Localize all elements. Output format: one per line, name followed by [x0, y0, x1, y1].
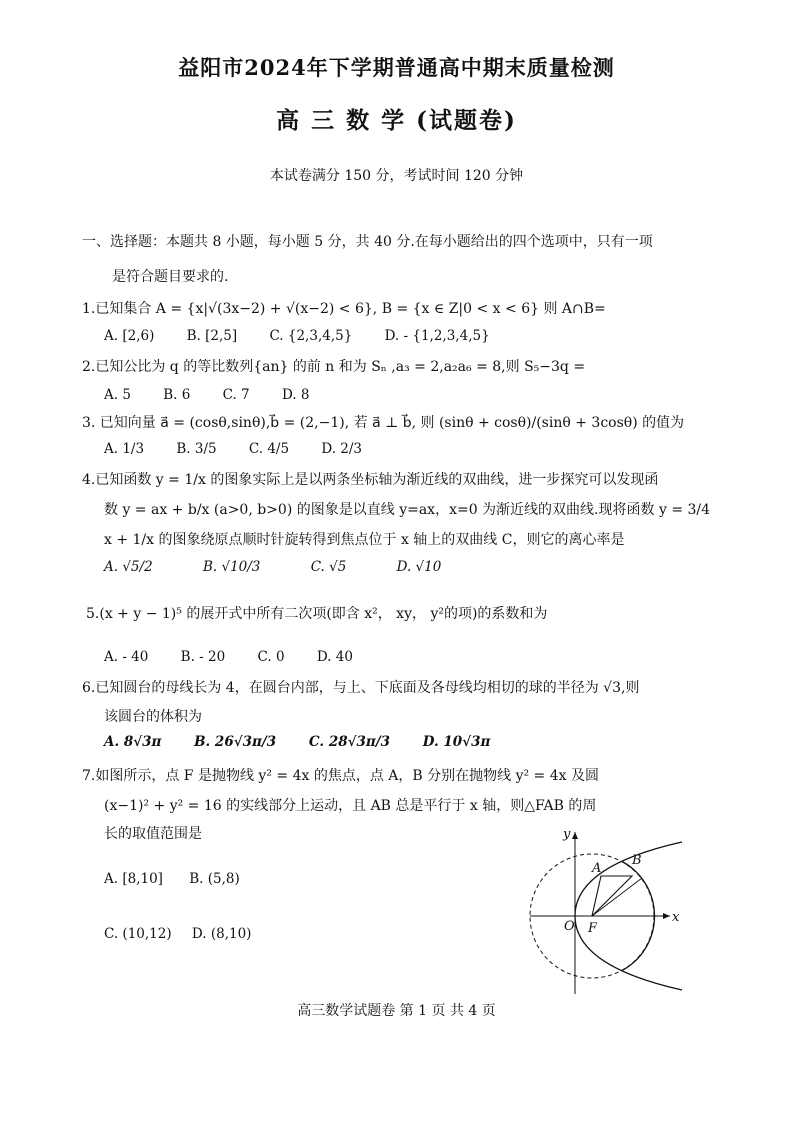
question-4-options: [104, 559, 469, 575]
question-2-option-c[interactable]: C. 7: [222, 387, 250, 403]
section-intro-line2: 是符合题目要求的.: [112, 269, 229, 285]
question-4-line1: 4.已知函数 y = 1/x 的图象实际上是以两条坐标轴为渐近线的双曲线，进一步探究可以发现函: [82, 472, 659, 488]
question-4-line3: x + 1/x 的图象绕原点顺时针旋转得到焦点位于 x 轴上的双曲线 C，则它的离心率是: [104, 532, 625, 548]
question-1-option-d[interactable]: D. - {1,2,3,4,5}: [384, 328, 490, 344]
question-4-option-c[interactable]: C. √5: [310, 559, 347, 575]
question-7-option-c[interactable]: C. (10,12): [104, 926, 172, 942]
question-7-line1: 7.如图所示，点 F 是抛物线 y² = 4x 的焦点，点 A，B 分别在抛物线 y² = 4x 及圆: [82, 768, 599, 784]
question-7-options-row1: [104, 871, 268, 887]
question-3-option-c[interactable]: C. 4/5: [248, 441, 290, 457]
figure-label-b: B: [632, 853, 642, 868]
question-2-option-b[interactable]: B. 6: [163, 387, 191, 403]
question-5-option-d[interactable]: D. 40: [316, 649, 353, 665]
question-7-options-row2: [104, 926, 279, 942]
question-3-options: [104, 441, 390, 457]
question-1-option-b[interactable]: B. [2,5]: [186, 328, 238, 344]
exam-title: 益阳市2024年下学期普通高中期末质量检测: [178, 55, 615, 80]
question-6-line2: 该圆台的体积为: [104, 709, 202, 725]
figure-label-y: y: [563, 827, 571, 842]
figure-label-x: x: [672, 910, 680, 925]
question-3-stem: 3. 已知向量 a⃗ = (cosθ,sinθ),b⃗ = (2,−1), 若 a⃗ ⊥ b⃗, 则 (sinθ + cosθ)/(sinθ + 3cosθ) 的值为: [82, 415, 685, 431]
question-7-option-d[interactable]: D. (8,10): [191, 926, 252, 942]
question-7-figure: [522, 826, 690, 998]
y-axis-arrow-icon: [572, 832, 578, 839]
question-3-option-b[interactable]: B. 3/5: [176, 441, 217, 457]
question-3-option-d[interactable]: D. 2/3: [321, 441, 363, 457]
x-axis-arrow-icon: [663, 913, 670, 919]
question-1-stem: 1.已知集合 A = {x|√(3x−2) + √(x−2) < 6}, B = {x ∈ Z|0 < x < 6} 则 A∩B=: [82, 301, 606, 317]
question-7-line2: (x−1)² + y² = 16 的实线部分上运动，且 AB 总是平行于 x 轴，则△FAB 的周: [104, 798, 597, 814]
question-7-line3: 长的取值范围是: [104, 826, 202, 842]
question-5-options: [104, 649, 381, 665]
exam-subtitle: 高 三 数 学 (试题卷): [276, 107, 517, 134]
question-6-option-a[interactable]: A. 8√3π: [104, 734, 162, 750]
question-4-line2: 数 y = ax + b/x (a>0, b>0) 的图象是以直线 y=ax，x=0 为渐近线的双曲线.现将函数 y = 3/4: [104, 502, 711, 518]
question-1-options: [104, 328, 518, 344]
question-5-option-b[interactable]: B. - 20: [180, 649, 226, 665]
question-1-option-c[interactable]: C. {2,3,4,5}: [269, 328, 353, 344]
section-intro-line1: 一、选择题：本题共 8 小题，每小题 5 分，共 40 分.在每小题给出的四个选项中，只有一项: [82, 234, 653, 250]
question-6-options: [104, 734, 518, 750]
figure-label-o: O: [564, 919, 575, 934]
triangle-fab: [592, 876, 632, 916]
question-2-stem: 2.已知公比为 q 的等比数列{an} 的前 n 和为 Sₙ ,a₃ = 2,a₂a₆ = 8,则 S₅−3q =: [82, 359, 586, 375]
question-2-option-d[interactable]: D. 8: [281, 387, 310, 403]
question-4-option-b[interactable]: B. √10/3: [202, 559, 261, 575]
question-5-stem: 5.(x + y − 1)⁵ 的展开式中所有二次项(即含 x²， xy， y²的项)的系数和为: [86, 606, 548, 622]
question-2-options: [104, 387, 337, 403]
question-2-option-a[interactable]: A. 5: [104, 387, 131, 403]
figure-label-a: A: [592, 861, 602, 876]
figure-label-f: F: [588, 921, 598, 936]
exam-info: 本试卷满分 150 分，考试时间 120 分钟: [269, 168, 524, 184]
question-7-option-a[interactable]: A. [8,10]: [104, 871, 163, 887]
question-4-option-a[interactable]: A. √5/2: [104, 559, 153, 575]
question-3-option-a[interactable]: A. 1/3: [104, 441, 145, 457]
page-footer: 高三数学试题卷 第 1 页 共 4 页: [297, 1003, 496, 1019]
question-5-option-a[interactable]: A. - 40: [104, 649, 149, 665]
question-6-line1: 6.已知圆台的母线长为 4，在圆台内部，与上、下底面及各母线均相切的球的半径为 √3,则: [82, 680, 640, 696]
question-6-option-b[interactable]: B. 26√3π/3: [194, 734, 277, 750]
question-6-option-c[interactable]: C. 28√3π/3: [308, 734, 391, 750]
question-7-option-b[interactable]: B. (5,8): [189, 871, 240, 887]
question-6-option-d[interactable]: D. 10√3π: [422, 734, 491, 750]
question-1-option-a[interactable]: A. [2,6): [104, 328, 155, 344]
question-4-option-d[interactable]: D. √10: [396, 559, 442, 575]
question-5-option-c[interactable]: C. 0: [257, 649, 285, 665]
